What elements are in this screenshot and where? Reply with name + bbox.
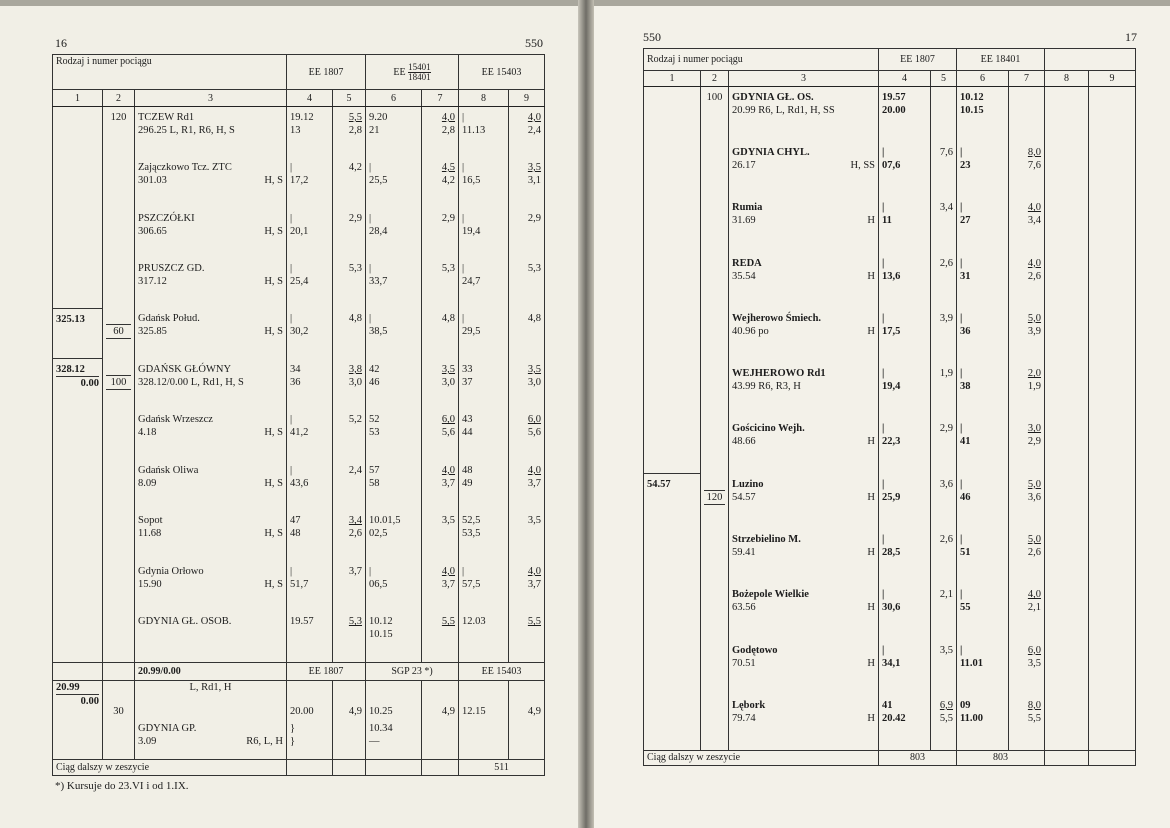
time-cell: 3,5 — [509, 510, 545, 560]
time-cell: 2,0 1,9 — [1009, 363, 1045, 418]
km-cell — [644, 87, 701, 142]
station-cell: GDAŃSK GŁÓWNY 328.12/0.00 L, Rd1, H, S — [135, 359, 287, 409]
header-train-3: EE 15403 — [459, 55, 545, 90]
station-row-gdynia-gp: GDYNIA GP. 3.09 R6, L, H } } 10.34 — — [53, 718, 545, 760]
km-cell — [53, 208, 103, 258]
time-cell: 3,4 2,6 — [333, 510, 366, 560]
time-cell: 5,3 — [509, 258, 545, 308]
time-cell: 19.57 — [287, 611, 333, 662]
time-cell: 5,2 — [333, 409, 366, 459]
station-row — [53, 561, 545, 611]
time-cell: 6,0 5,6 — [422, 409, 459, 459]
column-number: 2 — [701, 71, 729, 87]
speed-cell — [103, 460, 135, 510]
time-cell: | 36 — [957, 308, 1009, 363]
station-cell: Zajączkowo Tcz. ZTC 301.03 H, S — [135, 157, 287, 207]
time-cell: 5,5 2,8 — [333, 107, 366, 157]
time-cell: 41 20.42 — [879, 695, 931, 750]
speed-cell — [103, 409, 135, 459]
time-cell: 12.03 — [459, 611, 509, 662]
header-train-2: EE $\frac{15401}{18401}$ — [366, 55, 459, 90]
km-cell — [53, 107, 103, 157]
speed-cell — [103, 561, 135, 611]
time-cell: 2,9 — [422, 208, 459, 258]
km-cell — [644, 308, 701, 363]
time-cell: | 07,6 — [879, 142, 931, 197]
speed-cell — [701, 695, 729, 750]
time-cell: | 51,7 — [287, 561, 333, 611]
time-cell: 4,0 3,7 — [422, 561, 459, 611]
station-cell: Sopot 11.68 H, S — [135, 510, 287, 560]
time-cell: | 25,4 — [287, 258, 333, 308]
station-row — [53, 460, 545, 510]
km-cell — [644, 584, 701, 639]
time-cell: 33 37 — [459, 359, 509, 409]
station-cell: Rumia 31.69 H — [729, 197, 879, 252]
time-cell: 57 58 — [366, 460, 422, 510]
time-cell — [931, 87, 957, 142]
left-page-number: 16 — [55, 36, 67, 50]
speed-cell: 120 — [103, 107, 135, 157]
column-number: 1 — [53, 90, 103, 107]
station-row — [644, 308, 1136, 363]
header-train-1: EE 1807 — [879, 49, 957, 71]
speed-cell: 120 — [701, 474, 729, 529]
km-cell: 328.12 0.00 — [53, 359, 103, 409]
time-cell: 5,5 — [509, 611, 545, 662]
km-cell — [644, 363, 701, 418]
km-cell — [53, 409, 103, 459]
station-cell: Gdańsk Połud. 325.85 H, S — [135, 308, 287, 358]
station-row — [644, 363, 1136, 418]
time-cell: 7,6 — [931, 142, 957, 197]
time-cell: | 41,2 — [287, 409, 333, 459]
station-row — [53, 409, 545, 459]
station-row — [644, 142, 1136, 197]
time-cell: | 25,5 — [366, 157, 422, 207]
time-cell: 3,5 — [931, 640, 957, 695]
time-cell: | 51 — [957, 529, 1009, 584]
time-cell: | 33,7 — [366, 258, 422, 308]
time-cell: 4,5 4,2 — [422, 157, 459, 207]
station-cell: Godętowo 70.51 H — [729, 640, 879, 695]
time-cell: | 17,2 — [287, 157, 333, 207]
column-number: 3 — [729, 71, 879, 87]
time-cell: 4,8 — [509, 308, 545, 358]
time-cell: | 55 — [957, 584, 1009, 639]
column-number: 9 — [509, 90, 545, 107]
time-cell: 34 36 — [287, 359, 333, 409]
time-cell — [1009, 87, 1045, 142]
time-cell: | 34,1 — [879, 640, 931, 695]
time-cell: 4,2 — [333, 157, 366, 207]
column-number: 6 — [366, 90, 422, 107]
time-cell: 52 53 — [366, 409, 422, 459]
km-cell — [644, 197, 701, 252]
time-cell: 3,8 3,0 — [333, 359, 366, 409]
time-cell: 10.12 10.15 — [366, 611, 422, 662]
time-cell: 3,5 — [422, 510, 459, 560]
time-cell: 2,6 — [931, 529, 957, 584]
time-cell: 6,0 3,5 — [1009, 640, 1045, 695]
time-cell: 8,0 7,6 — [1009, 142, 1045, 197]
km-cell — [644, 142, 701, 197]
station-cell: REDA 35.54 H — [729, 253, 879, 308]
station-row — [644, 253, 1136, 308]
speed-cell — [701, 308, 729, 363]
left-timetable — [52, 54, 545, 776]
column-number: 7 — [422, 90, 459, 107]
speed-cell — [701, 142, 729, 197]
station-row — [53, 510, 545, 560]
time-cell: | 30,6 — [879, 584, 931, 639]
time-cell: | 22,3 — [879, 418, 931, 473]
station-row — [644, 197, 1136, 252]
time-cell: | 16,5 — [459, 157, 509, 207]
time-cell: 10.12 10.15 — [957, 87, 1009, 142]
station-row — [644, 640, 1136, 695]
speed-cell: 100 — [701, 87, 729, 142]
station-cell: Luzino 54.57 H — [729, 474, 879, 529]
speed-cell — [701, 418, 729, 473]
time-cell: | 57,5 — [459, 561, 509, 611]
time-cell: | 28,5 — [879, 529, 931, 584]
time-cell: 2,9 — [333, 208, 366, 258]
station-cell: Gdańsk Oliwa 8.09 H, S — [135, 460, 287, 510]
station-row — [53, 308, 545, 358]
column-number: 6 — [957, 71, 1009, 87]
right-page-section: 550 — [643, 30, 661, 44]
header-train-2: EE 18401 — [957, 49, 1045, 71]
time-cell: 4,0 2,1 — [1009, 584, 1045, 639]
column-number: 7 — [1009, 71, 1045, 87]
station-row — [53, 157, 545, 207]
time-cell: | 30,2 — [287, 308, 333, 358]
km-cell — [644, 529, 701, 584]
time-cell: 2,9 — [931, 418, 957, 473]
time-cell: 19.12 13 — [287, 107, 333, 157]
header-train-type: Rodzaj i numer pociągu — [644, 49, 879, 71]
column-number: 1 — [644, 71, 701, 87]
km-cell — [644, 640, 701, 695]
time-cell: 4,0 2,8 — [422, 107, 459, 157]
time-cell: | 24,7 — [459, 258, 509, 308]
station-row — [644, 418, 1136, 473]
time-cell: 2,6 — [931, 253, 957, 308]
time-cell: | 28,4 — [366, 208, 422, 258]
time-cell: | 31 — [957, 253, 1009, 308]
time-cell: 9.20 21 — [366, 107, 422, 157]
time-cell: 5,3 — [422, 258, 459, 308]
column-number: 4 — [287, 90, 333, 107]
time-cell: 6,0 5,6 — [509, 409, 545, 459]
time-cell: 3,7 — [333, 561, 366, 611]
station-cell: GDYNIA GŁ. OS. 20.99 R6, L, Rd1, H, SS — [729, 87, 879, 142]
km-cell — [53, 611, 103, 662]
speed-cell — [701, 197, 729, 252]
speed-cell — [701, 640, 729, 695]
station-cell: Gdańsk Wrzeszcz 4.18 H, S — [135, 409, 287, 459]
station-row — [53, 611, 545, 662]
station-cell: Gdynia Orłowo 15.90 H, S — [135, 561, 287, 611]
time-cell: 8,0 5,5 — [1009, 695, 1045, 750]
time-cell: | 27 — [957, 197, 1009, 252]
station-cell: PRUSZCZ GD. 317.12 H, S — [135, 258, 287, 308]
time-cell: 4,0 3,4 — [1009, 197, 1045, 252]
time-cell: 3,4 — [931, 197, 957, 252]
time-cell: | 20,1 — [287, 208, 333, 258]
time-cell: 4,0 2,6 — [1009, 253, 1045, 308]
column-number: 3 — [135, 90, 287, 107]
time-cell: 5,0 3,9 — [1009, 308, 1045, 363]
speed-cell — [701, 253, 729, 308]
time-cell: | 43,6 — [287, 460, 333, 510]
time-cell: 4,0 3,7 — [509, 561, 545, 611]
time-cell: 4,8 — [333, 308, 366, 358]
column-numbers — [644, 71, 1136, 87]
speed-cell: 100 — [103, 359, 135, 409]
speed-cell — [701, 529, 729, 584]
right-timetable — [643, 48, 1136, 766]
time-cell: | 23 — [957, 142, 1009, 197]
km-cell — [53, 258, 103, 308]
time-cell: 3,6 — [931, 474, 957, 529]
time-cell: 09 11.00 — [957, 695, 1009, 750]
footnote: *) Kursuje do 23.VI i od 1.IX. — [55, 780, 189, 792]
km-cell — [53, 510, 103, 560]
station-cell: Gościcino Wejh. 48.66 H — [729, 418, 879, 473]
time-cell: 5,3 — [333, 611, 366, 662]
time-cell: | 11 — [879, 197, 931, 252]
time-cell: 4,0 3,7 — [422, 460, 459, 510]
time-cell: 6,9 5,5 — [931, 695, 957, 750]
time-cell: 1,9 — [931, 363, 957, 418]
km-cell: 325.13 — [53, 308, 103, 358]
time-cell: 47 48 — [287, 510, 333, 560]
time-cell: 2,9 — [509, 208, 545, 258]
station-row — [53, 107, 545, 157]
time-cell: 3,0 2,9 — [1009, 418, 1045, 473]
time-cell: 3,5 3,0 — [509, 359, 545, 409]
time-cell: 19.57 20.00 — [879, 87, 931, 142]
time-cell: 5,0 2,6 — [1009, 529, 1045, 584]
km-cell: 54.57 — [644, 474, 701, 529]
column-number: 5 — [333, 90, 366, 107]
book-gutter — [578, 0, 594, 828]
time-cell: 2,1 — [931, 584, 957, 639]
km-cell — [53, 561, 103, 611]
km-cell — [53, 460, 103, 510]
left-page-section: 550 — [525, 36, 543, 50]
station-row — [644, 529, 1136, 584]
time-cell: | 38 — [957, 363, 1009, 418]
speed-cell — [103, 510, 135, 560]
time-cell: | 13,6 — [879, 253, 931, 308]
time-cell: | 41 — [957, 418, 1009, 473]
km-cell — [644, 418, 701, 473]
speed-cell: 60 — [103, 308, 135, 358]
station-cell: Wejherowo Śmiech. 40.96 po H — [729, 308, 879, 363]
column-number: 8 — [459, 90, 509, 107]
time-cell: 4,0 2,4 — [509, 107, 545, 157]
time-cell: 43 44 — [459, 409, 509, 459]
station-cell: Lębork 79.74 H — [729, 695, 879, 750]
speed-cell — [103, 258, 135, 308]
header-train-1: EE 1807 — [287, 55, 366, 90]
time-cell: | 46 — [957, 474, 1009, 529]
station-row — [644, 474, 1136, 529]
time-cell: | 11.01 — [957, 640, 1009, 695]
time-cell: 5,0 3,6 — [1009, 474, 1045, 529]
station-cell: Bożepole Wielkie 63.56 H — [729, 584, 879, 639]
time-cell: 3,5 3,1 — [509, 157, 545, 207]
station-row — [53, 359, 545, 409]
time-cell: 4,0 3,7 — [509, 460, 545, 510]
station-cell: PSZCZÓŁKI 306.65 H, S — [135, 208, 287, 258]
time-cell: 5,5 — [422, 611, 459, 662]
column-number: 4 — [879, 71, 931, 87]
time-cell: 3,5 3,0 — [422, 359, 459, 409]
speed-cell — [103, 157, 135, 207]
speed-cell — [701, 363, 729, 418]
time-cell: 3,9 — [931, 308, 957, 363]
station-cell: GDYNIA GŁ. OSOB. — [135, 611, 287, 662]
split-row: 20.99 0.00 30 L, Rd1, H 20.00 4,9 10.25 4,9 12.15 4,9 — [53, 681, 545, 718]
station-row — [53, 208, 545, 258]
km-cell — [644, 253, 701, 308]
station-cell: TCZEW Rd1 296.25 L, R1, R6, H, S — [135, 107, 287, 157]
column-numbers — [53, 90, 545, 107]
time-cell: 10.01,5 02,5 — [366, 510, 422, 560]
split-header: 20.99/0.00 EE 1807 SGP 23 *) EE 15403 — [53, 662, 545, 681]
time-cell: | 38,5 — [366, 308, 422, 358]
time-cell: 52,5 53,5 — [459, 510, 509, 560]
station-row — [644, 584, 1136, 639]
column-number: 2 — [103, 90, 135, 107]
column-number: 5 — [931, 71, 957, 87]
time-cell: 42 46 — [366, 359, 422, 409]
time-cell: | 19,4 — [459, 208, 509, 258]
continuation-footer: Ciąg dalszy w zeszycie 803 803 — [644, 750, 1136, 765]
station-cell: Strzebielino M. 59.41 H — [729, 529, 879, 584]
speed-cell — [103, 208, 135, 258]
speed-cell — [103, 611, 135, 662]
right-page-number: 17 — [1125, 30, 1137, 44]
column-number: 8 — [1045, 71, 1089, 87]
time-cell: | 25,9 — [879, 474, 931, 529]
time-cell: | 19,4 — [879, 363, 931, 418]
time-cell: 48 49 — [459, 460, 509, 510]
km-cell — [53, 157, 103, 207]
km-cell — [644, 695, 701, 750]
time-cell: | 29,5 — [459, 308, 509, 358]
station-row — [53, 258, 545, 308]
station-cell: WEJHEROWO Rd1 43.99 R6, R3, H — [729, 363, 879, 418]
station-row — [644, 87, 1136, 142]
column-number: 9 — [1089, 71, 1136, 87]
time-cell: | 17,5 — [879, 308, 931, 363]
header-train-type: Rodzaj i numer pociągu — [53, 55, 287, 90]
station-row — [644, 695, 1136, 750]
time-cell: 4,8 — [422, 308, 459, 358]
station-cell: GDYNIA CHYL. 26.17 H, SS — [729, 142, 879, 197]
time-cell: | 06,5 — [366, 561, 422, 611]
time-cell: 5,3 — [333, 258, 366, 308]
continuation-footer: Ciąg dalszy w zeszycie 511 — [53, 760, 545, 776]
time-cell: | 11.13 — [459, 107, 509, 157]
time-cell: 2,4 — [333, 460, 366, 510]
speed-cell — [701, 584, 729, 639]
